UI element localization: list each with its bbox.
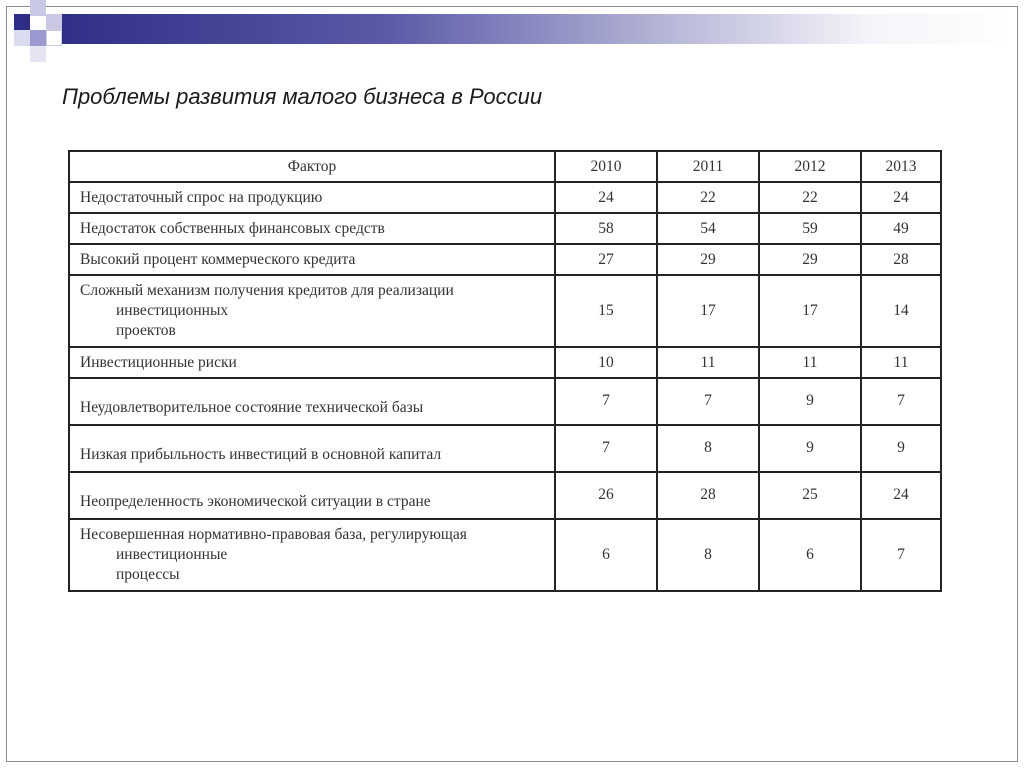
header-year: 2013 xyxy=(861,151,941,182)
value-cell: 15 xyxy=(555,275,657,347)
value-cell: 8 xyxy=(657,519,759,591)
table-row xyxy=(69,519,941,591)
factor-text: Инвестиционные риски xyxy=(80,353,237,371)
decor-square xyxy=(14,14,30,30)
factors-table xyxy=(68,150,942,592)
value-cell: 7 xyxy=(861,519,941,591)
factor-cell xyxy=(69,275,555,347)
decor-square xyxy=(30,0,46,16)
factor-cell xyxy=(69,244,555,275)
value-cell: 10 xyxy=(555,347,657,378)
table-header-row xyxy=(69,151,941,182)
factor-text: инвестиционных xyxy=(116,302,229,319)
table-row xyxy=(69,275,941,347)
value-cell: 22 xyxy=(657,182,759,213)
value-cell: 9 xyxy=(759,425,861,472)
table-row xyxy=(69,244,941,275)
value-cell: 8 xyxy=(657,425,759,472)
table-row xyxy=(69,347,941,378)
factor-text: Высокий процент коммерческого кредита xyxy=(80,250,356,268)
value-cell: 26 xyxy=(555,472,657,519)
value-cell: 59 xyxy=(759,213,861,244)
value-cell: 11 xyxy=(861,347,941,378)
factor-cell xyxy=(69,425,555,472)
decor-square xyxy=(30,46,46,62)
factor-text: Неудовлетворительное состояние технической базы xyxy=(80,399,424,416)
decor-square xyxy=(30,30,46,46)
table-row xyxy=(69,425,941,472)
value-cell: 17 xyxy=(657,275,759,347)
value-cell: 28 xyxy=(657,472,759,519)
decor-square xyxy=(46,30,62,46)
value-cell: 7 xyxy=(657,378,759,425)
factor-text: Недостаточный спрос на продукцию xyxy=(80,188,323,206)
factor-text: проектов xyxy=(116,322,176,339)
table-row xyxy=(69,378,941,425)
value-cell: 7 xyxy=(861,378,941,425)
factor-text: Неопределенность экономической ситуации в стране xyxy=(80,493,431,510)
value-cell: 24 xyxy=(861,472,941,519)
factor-text: Сложный механизм получения кредитов для реализации xyxy=(80,282,454,299)
factor-cell xyxy=(69,347,555,378)
value-cell: 11 xyxy=(657,347,759,378)
value-cell: 14 xyxy=(861,275,941,347)
value-cell: 29 xyxy=(759,244,861,275)
header-year: 2010 xyxy=(555,151,657,182)
factor-text: Несовершенная нормативно-правовая база, регулирующая xyxy=(80,526,467,543)
value-cell: 17 xyxy=(759,275,861,347)
table-row xyxy=(69,213,941,244)
header-factor: Фактор xyxy=(69,151,555,182)
value-cell: 54 xyxy=(657,213,759,244)
value-cell: 6 xyxy=(759,519,861,591)
value-cell: 29 xyxy=(657,244,759,275)
value-cell: 6 xyxy=(555,519,657,591)
decor-square xyxy=(46,14,62,30)
factor-text: Низкая прибыльность инвестиций в основной капитал xyxy=(80,446,442,463)
value-cell: 22 xyxy=(759,182,861,213)
factor-cell xyxy=(69,182,555,213)
header-gradient-band xyxy=(52,14,1012,44)
value-cell: 25 xyxy=(759,472,861,519)
value-cell: 49 xyxy=(861,213,941,244)
factor-text: процессы xyxy=(116,566,180,583)
factor-cell xyxy=(69,472,555,519)
factor-cell xyxy=(69,519,555,591)
decor-square xyxy=(14,30,30,46)
value-cell: 7 xyxy=(555,378,657,425)
page-title: Проблемы развития малого бизнеса в России xyxy=(62,84,543,109)
value-cell: 58 xyxy=(555,213,657,244)
value-cell: 28 xyxy=(861,244,941,275)
factor-text: инвестиционные xyxy=(116,546,228,563)
header-year: 2011 xyxy=(657,151,759,182)
table-row xyxy=(69,472,941,519)
header-year: 2012 xyxy=(759,151,861,182)
factor-cell xyxy=(69,213,555,244)
value-cell: 7 xyxy=(555,425,657,472)
value-cell: 9 xyxy=(759,378,861,425)
factor-cell xyxy=(69,378,555,425)
value-cell: 24 xyxy=(861,182,941,213)
value-cell: 27 xyxy=(555,244,657,275)
value-cell: 24 xyxy=(555,182,657,213)
value-cell: 11 xyxy=(759,347,861,378)
value-cell: 9 xyxy=(861,425,941,472)
table-row xyxy=(69,182,941,213)
factor-text: Недостаток собственных финансовых средств xyxy=(80,219,385,237)
